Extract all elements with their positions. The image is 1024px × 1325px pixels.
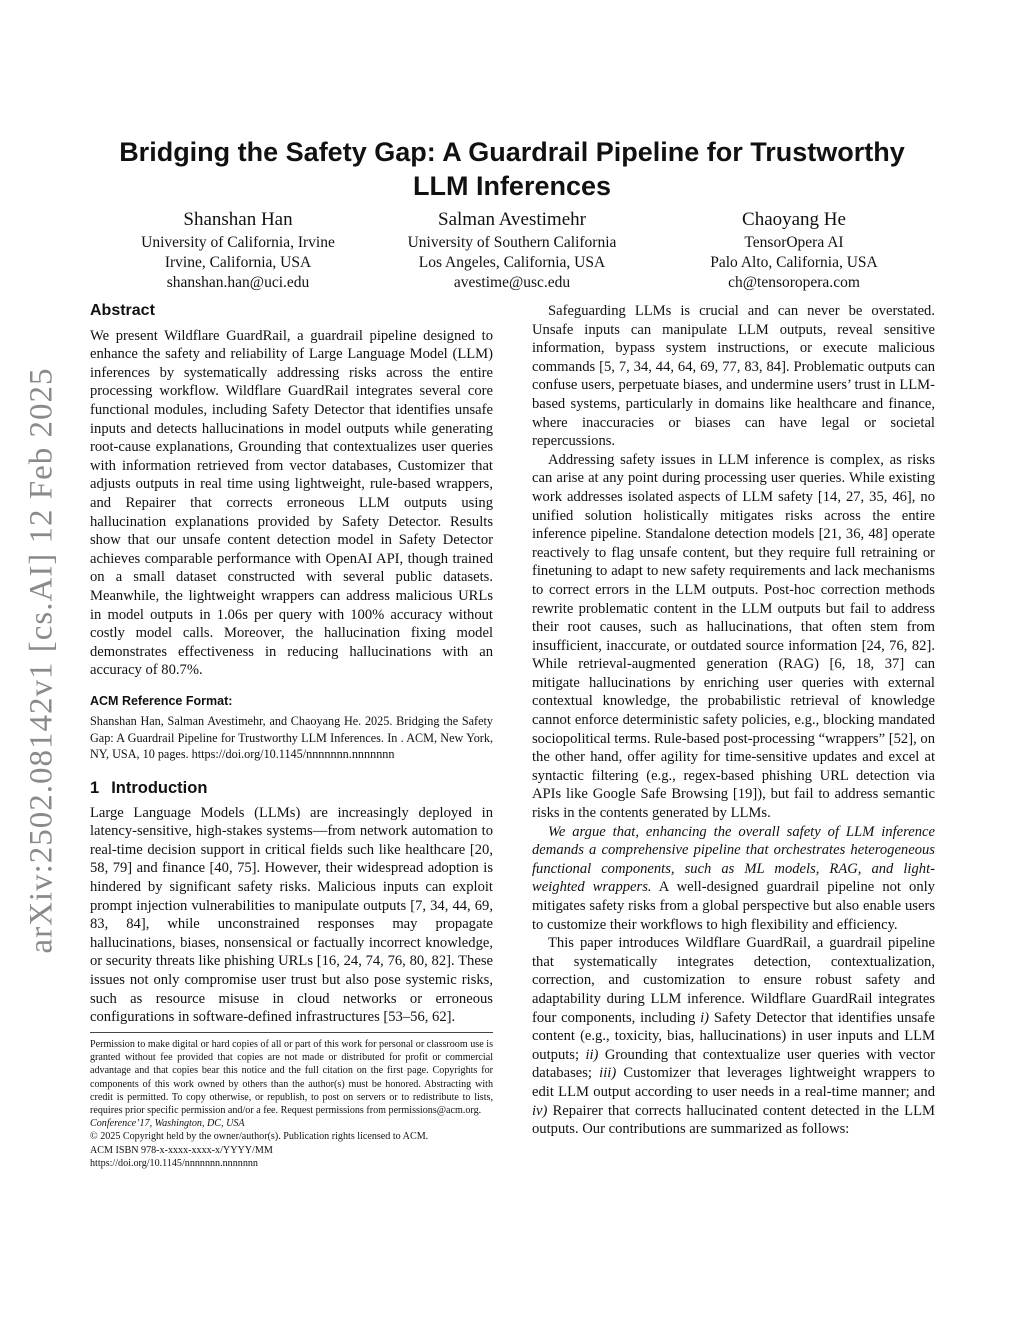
author-affiliation: University of California, Irvine xyxy=(141,234,335,251)
abstract-text: We present Wildflare GuardRail, a guardrail pipeline designed to enhance the safety and reliability of Large Language Model (LLM) inferences by systematically addressing risks across the entire processing workflow. Wildflare GuardRail integrates several core functional modules, including Safety Detector that identifies unsafe inputs and detects hallucinations in model outputs while generating root-cause explanations, Grounding that contextualizes user queries with information retrieved from vector databases, Customizer that adjusts outputs in real time using lightweight, rule-based wrappers, and Repairer that corrects erroneous LLM outputs using hallucination explanations provided by Safety Detector. Results show that our unsafe content detection model in Safety Detector achieves comparable performance with OpenAI API, though trained on a small dataset constructed with several public datasets. Meanwhile, the lightweight wrappers can address malicious URLs in model outputs in 1.06s per query with 100% accuracy without costly model calls. Moreover, the hallucination fixing model demonstrates effectiveness in reducing hallucinations with an accuracy of 80.7%. xyxy=(90,327,493,679)
author-affiliation: University of Southern California xyxy=(407,234,617,251)
author-card xyxy=(654,207,934,293)
permission-footnote xyxy=(90,1032,493,1170)
introduction-heading xyxy=(90,779,493,798)
author-email: shanshan.han@uci.edu xyxy=(166,274,310,291)
author-block xyxy=(90,207,935,297)
author-name: Salman Avestimehr xyxy=(438,209,586,230)
author-affiliation: TensorOpera AI xyxy=(744,234,844,251)
paragraph-text: This paper introduces Wildflare GuardRail, a guardrail pipeline that systematically integrates detection, contextualization, correction, and customization to ensure robust safety and adaptability during LLM inference. Wildflare GuardRail integrates four components, including xyxy=(532,935,935,1026)
author-email: ch@tensoropera.com xyxy=(728,274,860,291)
doi-line: https://doi.org/10.1145/nnnnnnn.nnnnnnn xyxy=(90,1157,258,1169)
section-number: 1 xyxy=(90,778,100,797)
right-column xyxy=(532,302,935,1139)
paragraph-text: Grounding that contextualize user queries with vector databases; xyxy=(532,1046,935,1082)
title-line-2: LLM Inferences xyxy=(412,171,612,201)
introduction-paragraph: Large Language Models (LLMs) are increasingly deployed in latency-sensitive, high-stakes systems—from network automation to real-time decision support in critical fields such like healthcare [20, 58, 79] and finance [40, 75]. However, their widespread adoption is hindered by significant safety risks. Malicious inputs can exploit prompt injection vulnerabilities to manipulate outputs [7, 34, 44, 69, 83, 84], while unconstrained responses may propagate hallucinations, biases, nonsensical or factually incorrect knowledge, or security threats like phishing URLs [16, 24, 74, 76, 80, 82]. These issues not only compromise user trust but also pose systemic risks, such as resource misuse in cloud networks or erroneous configurations in software-defined infrastructures [53–56, 62]. xyxy=(90,804,493,1026)
list-marker: i) xyxy=(700,1009,710,1026)
copyright-line: © 2025 Copyright held by the owner/author(s). Publication rights licensed to ACM. xyxy=(90,1131,429,1143)
left-column xyxy=(90,302,493,1027)
author-location: Los Angeles, California, USA xyxy=(418,254,606,271)
author-card xyxy=(372,207,652,293)
isbn-line: ACM ISBN 978-x-xxxx-xxxx-x/YYYY/MM xyxy=(90,1144,273,1156)
acm-reference-text: Shanshan Han, Salman Avestimehr, and Chaoyang He. 2025. Bridging the Safety Gap: A Guardrail Pipeline for Trustworthy LLM Inferences. In . ACM, New York, NY, USA, 10 pages. https://doi.org/10.1145/nnnnnnn.nnnnnnn xyxy=(90,714,493,762)
paragraph-text: Safety Detector that identifies unsafe content (e.g., toxicity, bias, hallucinations) in user inputs and LLM outputs; xyxy=(532,1009,935,1063)
conference-line: Conference’17, Washington, DC, USA xyxy=(90,1118,245,1130)
body-paragraph: Safeguarding LLMs is crucial and can never be overstated. Unsafe inputs can manipulate LLM outputs, reveal sensitive information, bypass system instructions, or execute malicious commands [5, 7, 34, 44, 64, 69, 77, 83, 84]. Problematic outputs can confuse users, perpetuate biases, and undermine users’ trust in LLM-based systems, particularly in domains like healthcare and finance, where inaccuracies or biases can have legal or societal repercussions. xyxy=(532,303,935,450)
argument-paragraph xyxy=(532,823,935,935)
body-paragraph: Addressing safety issues in LLM inference is complex, as risks can arise at any point during processing user queries. While existing work addresses isolated aspects of LLM safety [14, 27, 35, 46], no unified solution holistically mitigates risks across the entire inference pipeline. Standalone detection models [21, 36, 48] operate reactively to flag unsafe content, but they require full retraining or finetuning to adapt to new safety requirements and lack mechanisms to correct errors in the LLM outputs. Post-hoc correction methods rewrite problematic content in the LLM outputs but fail to address their root causes, such as hallucinations, that often stem from insufficient, inaccurate, or outdated source information [24, 76, 82]. While retrieval-augmented generation (RAG) [6, 18, 37] can mitigate hallucinations by enriching user queries with external contextual knowledge, the probabilistic retrieval of knowledge cannot enforce deterministic safety policies, e.g., blocking mandated sociopolitical terms. Rule-based post-processing “wrappers” [52], on the other hand, offer agility for time-sensitive updates and excel at syntactic filtering (e.g., regex-based phishing URL detection via APIs like Google Safe Browsing [19]), but fail to address semantic risks in the contents generated by LLMs. xyxy=(532,451,935,822)
arxiv-identifier: arXiv:2502.08142v1 [cs.AI] 12 Feb 2025 xyxy=(23,366,60,954)
author-location: Irvine, California, USA xyxy=(164,254,312,271)
list-marker: iii) xyxy=(599,1065,617,1082)
author-location: Palo Alto, California, USA xyxy=(710,254,878,271)
paper-title xyxy=(90,135,934,203)
abstract-heading: Abstract xyxy=(90,302,155,319)
argument-emphasis: We argue that, enhancing the overall safety of LLM inference demands a comprehensive pipeline that orchestrates heterogeneous functional components, such as ML models, RAG, and light-weighted wrappers. xyxy=(532,823,935,896)
author-email: avestime@usc.edu xyxy=(453,274,571,291)
list-marker: ii) xyxy=(585,1046,599,1063)
contribution-paragraph xyxy=(532,934,935,1139)
acm-reference-heading: ACM Reference Format: xyxy=(90,693,233,708)
list-marker: iv) xyxy=(532,1102,548,1119)
section-title: Introduction xyxy=(111,778,208,797)
paragraph-text: Customizer that leverages lightweight wrappers to edit LLM output according to user needs in a real-time manner; and xyxy=(532,1065,935,1100)
arxiv-stamp xyxy=(12,360,72,960)
permission-text: Permission to make digital or hard copies of all or part of this work for personal or classroom use is granted without fee provided that copies are not made or distributed for profit or commercial advantage and that copies bear this notice and the full citation on the first page. Copyrights for components of this work owned by others than the author(s) must be honored. Abstracting with credit is permitted. To copy otherwise, or republish, to post on servers or to redistribute to lists, requires prior specific permission and/or a fee. Request permissions from permissions@acm.org. xyxy=(90,1039,493,1117)
author-name: Shanshan Han xyxy=(183,209,293,230)
author-name: Chaoyang He xyxy=(742,209,846,230)
argument-text: A well-designed guardrail pipeline not only mitigates safety risks from a global perspective but also enable users to customize their workflows to high flexibility and efficiency. xyxy=(532,879,935,933)
paragraph-text: Repairer that corrects hallucinated content detected in the LLM outputs. Our contributions are summarized as follows: xyxy=(532,1102,935,1138)
title-line-1: Bridging the Safety Gap: A Guardrail Pipeline for Trustworthy xyxy=(119,137,905,167)
author-card xyxy=(98,207,378,293)
